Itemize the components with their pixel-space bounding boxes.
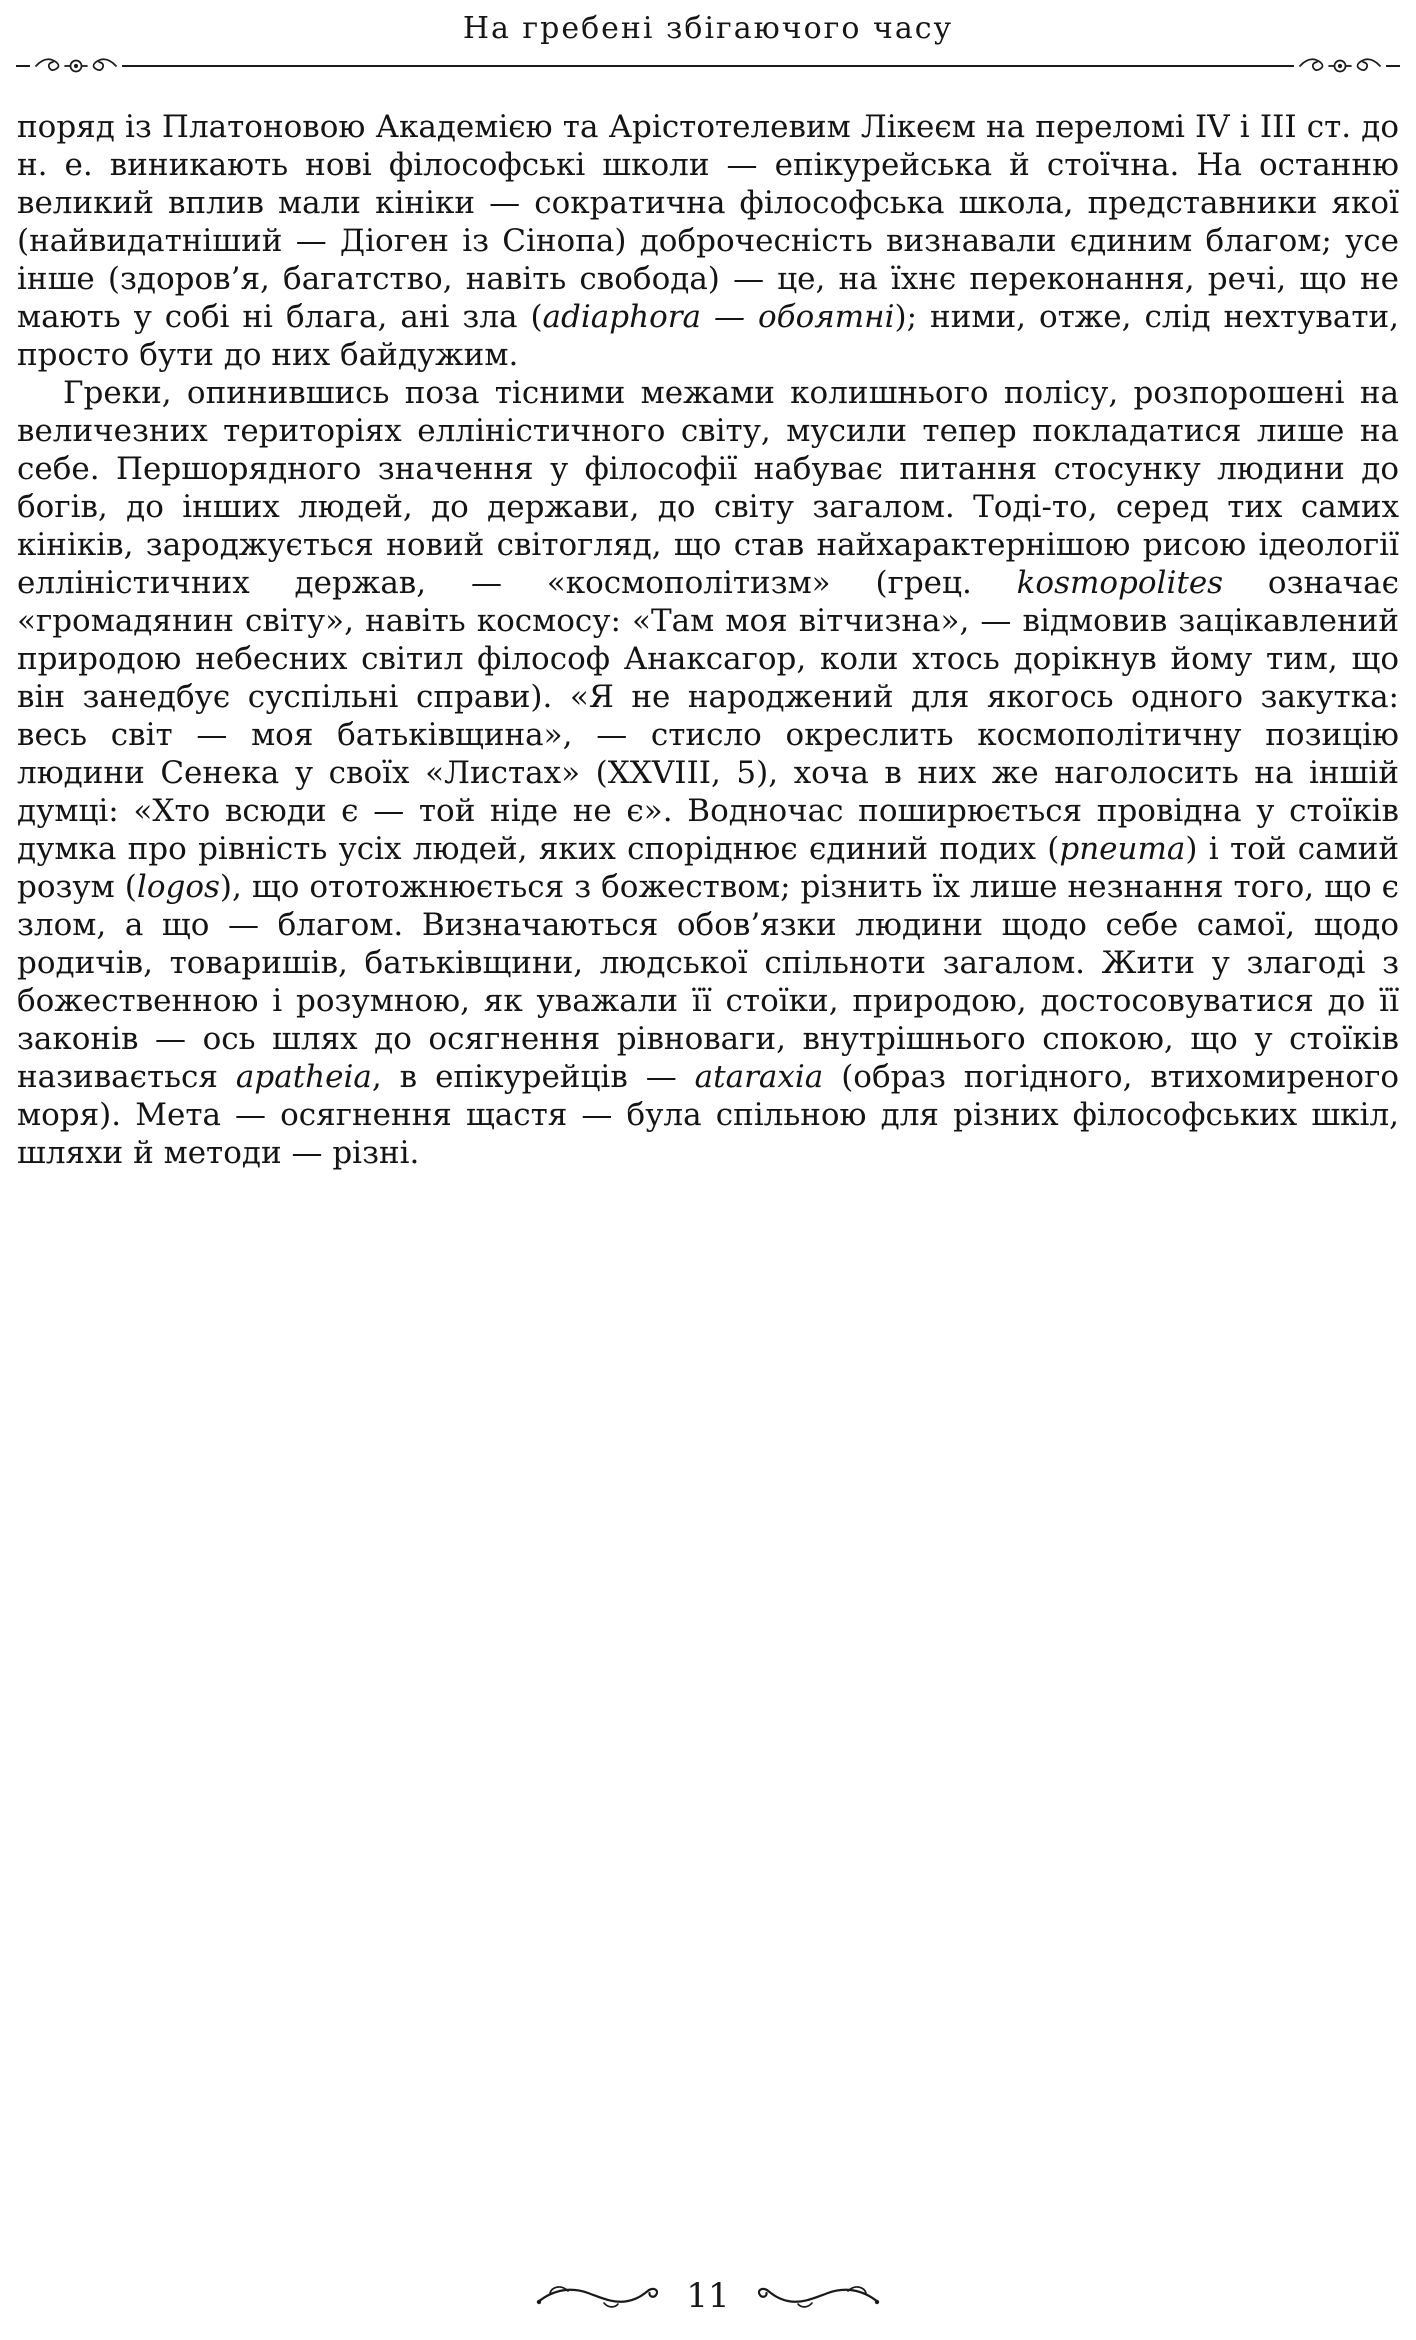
header-rule	[14, 52, 1402, 80]
paragraph	[17, 108, 1399, 374]
italic-text-run: logos	[136, 869, 220, 905]
text-run: , в епікурейців —	[371, 1059, 695, 1095]
flourish-right-icon	[756, 2279, 882, 2313]
horizontal-rule	[16, 65, 1400, 67]
flourish-left-icon	[534, 2279, 660, 2313]
running-title: На гребені збігаючого часу	[462, 11, 954, 46]
page-body	[0, 108, 1416, 1172]
paragraph	[17, 374, 1399, 1172]
page-number: 11	[686, 2276, 730, 2316]
text-run: Греки, опинившись поза тісними межами колишнього полісу, розпорошені на величезних територіях елліністичного світу, мусили тепер покладатися лише на себе. Першорядного значення у філософії набуває питання стосунку людини до богів, до інших людей, до держави, до світу загалом. Тоді-то, серед тих самих кініків, зароджується новий світогляд, що став найхарактернішою рисою ідеології елліністичних держав, — «космополітизм» (грец.	[17, 375, 1399, 601]
text-run: ) і той самий розум (	[17, 831, 1400, 905]
page-footer	[0, 2278, 1416, 2314]
text-run: означає «громадянин світу», навіть космосу: «Там моя вітчизна», — відмовив зацікавлений природою небесних світил філософ Анаксагор, коли хтось дорікнув йому тим, що він занедбує суспільні справи). «Я не народжений для якогось одного закутка: весь світ — моя батьківщина», — стисло окреслить космополітичну позицію людини Сенека у своїх «Листах» (XXVIII, 5), хоча в них же наголосить на іншій думці: «Хто всюди є — той ніде не є». Водночас поширюється провідна у стоїків думка про рівність усіх людей, яких споріднює єдиний подих (	[17, 565, 1399, 867]
italic-text-run: pneuma	[1059, 831, 1186, 867]
italic-text-run: ataraxia	[694, 1059, 824, 1095]
page-header	[0, 0, 1416, 80]
text-run: (образ погідного, втихомиреного моря). Мета — осягнення щастя — була спільною для різних філософських шкіл, шляхи й методи — різні.	[17, 1059, 1399, 1171]
text-run: ), що ототожнюється з божеством; різнить їх лише незнання того, що є злом, а що — благом. Визначаються обов’язки людини щодо себе самої, щодо родичів, товаришів, батьківщини, людської спільноти загалом. Жити у злагоді з божественною і розумною, як уважали її стоїки, природою, достосовуватися до її законів — ось шлях до осягнення рівноваги, внутрішнього спокою, що у стоїків називається	[17, 869, 1400, 1095]
scroll-ornament-right-icon	[1294, 53, 1386, 79]
text-run: ); ними, отже, слід нехтувати, просто бути до них байдужим.	[17, 299, 1399, 373]
italic-text-run: adiaphora — обоятні	[542, 299, 895, 335]
text-run: поряд із Платоновою Академією та Арістотелевим Лікеєм на переломі IV і III ст. до н. е. виникають нові філософські школи — епікурейська й стоїчна. На останню великий вплив мали кініки — сократична філософська школа, представники якої (найвидатніший — Діоген із Сінопа) доброчесність визнавали єдиним благом; усе інше (здоров’я, багатство, навіть свобода) — це, на їхнє переконання, речі, що не мають у собі ні блага, ані зла (	[17, 109, 1399, 335]
italic-text-run: apatheia	[235, 1059, 372, 1095]
italic-text-run: kosmopolites	[1016, 565, 1224, 601]
scroll-ornament-left-icon	[30, 53, 122, 79]
